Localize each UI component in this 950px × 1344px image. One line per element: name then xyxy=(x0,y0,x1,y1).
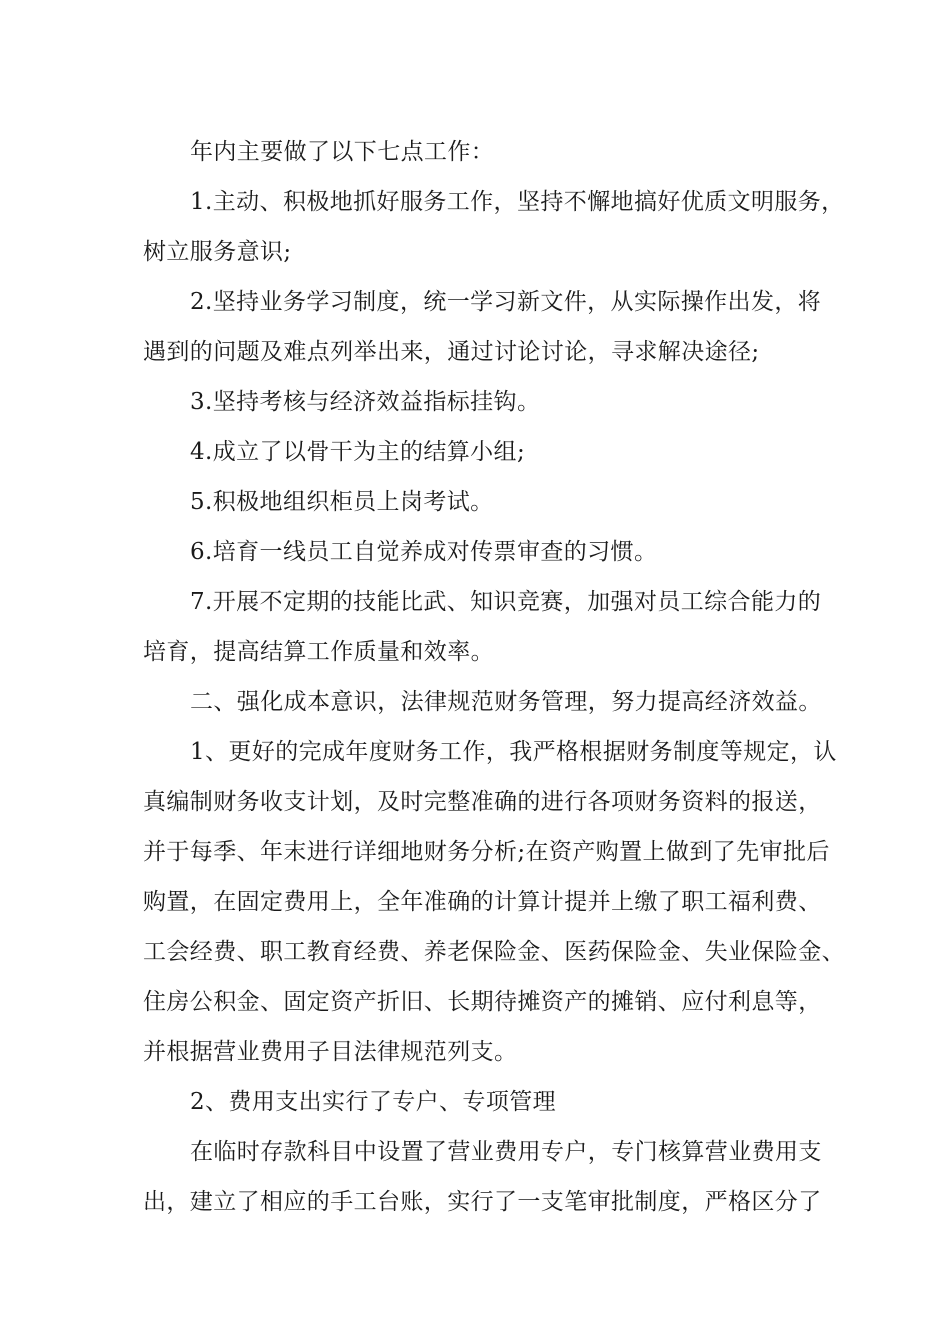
paragraph-intro: 年内主要做了以下七点工作： xyxy=(190,139,495,165)
list-item-7-line-2: 培育，提高结算工作质量和效率。 xyxy=(143,639,494,665)
list-item-3: 3.坚持考核与经济效益指标挂钩。 xyxy=(190,389,541,415)
list-item-5: 5.积极地组织柜员上岗考试。 xyxy=(190,489,494,515)
section-2-1-line-3: 并于每季、年末进行详细地财务分析;在资产购置上做到了先审批后 xyxy=(143,839,830,865)
section-heading-2: 二、强化成本意识，法律规范财务管理，努力提高经济效益。 xyxy=(190,689,822,715)
list-item-2-line-2: 遇到的问题及难点列举出来，通过讨论讨论，寻求解决途径; xyxy=(143,339,760,365)
section-2-1-line-1: 1、更好的完成年度财务工作，我严格根据财务制度等规定，认 xyxy=(190,739,837,765)
list-item-1-line-1: 1.主动、积极地抓好服务工作，坚持不懈地搞好优质文明服务， xyxy=(190,189,845,215)
section-2-1-line-4: 购置，在固定费用上，全年准确的计算计提并上缴了职工福利费、 xyxy=(143,889,822,915)
list-item-6: 6.培育一线员工自觉养成对传票审查的习惯。 xyxy=(190,539,658,565)
section-2-1-line-2: 真编制财务收支计划，及时完整准确的进行各项财务资料的报送， xyxy=(143,789,822,815)
list-item-1-line-2: 树立服务意识; xyxy=(143,239,292,265)
section-2-1-line-6: 住房公积金、固定资产折旧、长期待摊资产的摊销、应付利息等， xyxy=(143,989,822,1015)
section-2-2-body-line-2: 出，建立了相应的手工台账，实行了一支笔审批制度，严格区分了 xyxy=(143,1189,822,1215)
list-item-7-line-1: 7.开展不定期的技能比武、知识竞赛，加强对员工综合能力的 xyxy=(190,589,822,615)
section-2-2-body-line-1: 在临时存款科目中设置了营业费用专户，专门核算营业费用支 xyxy=(190,1139,822,1165)
section-2-1-line-5: 工会经费、职工教育经费、养老保险金、医药保险金、失业保险金、 xyxy=(143,939,845,965)
section-2-1-line-7: 并根据营业费用子目法律规范列支。 xyxy=(143,1039,518,1065)
list-item-2-line-1: 2.坚持业务学习制度，统一学习新文件，从实际操作出发，将 xyxy=(190,289,822,315)
section-2-2-heading: 2、费用支出实行了专户、专项管理 xyxy=(190,1089,557,1115)
list-item-4: 4.成立了以骨干为主的结算小组; xyxy=(190,439,526,465)
